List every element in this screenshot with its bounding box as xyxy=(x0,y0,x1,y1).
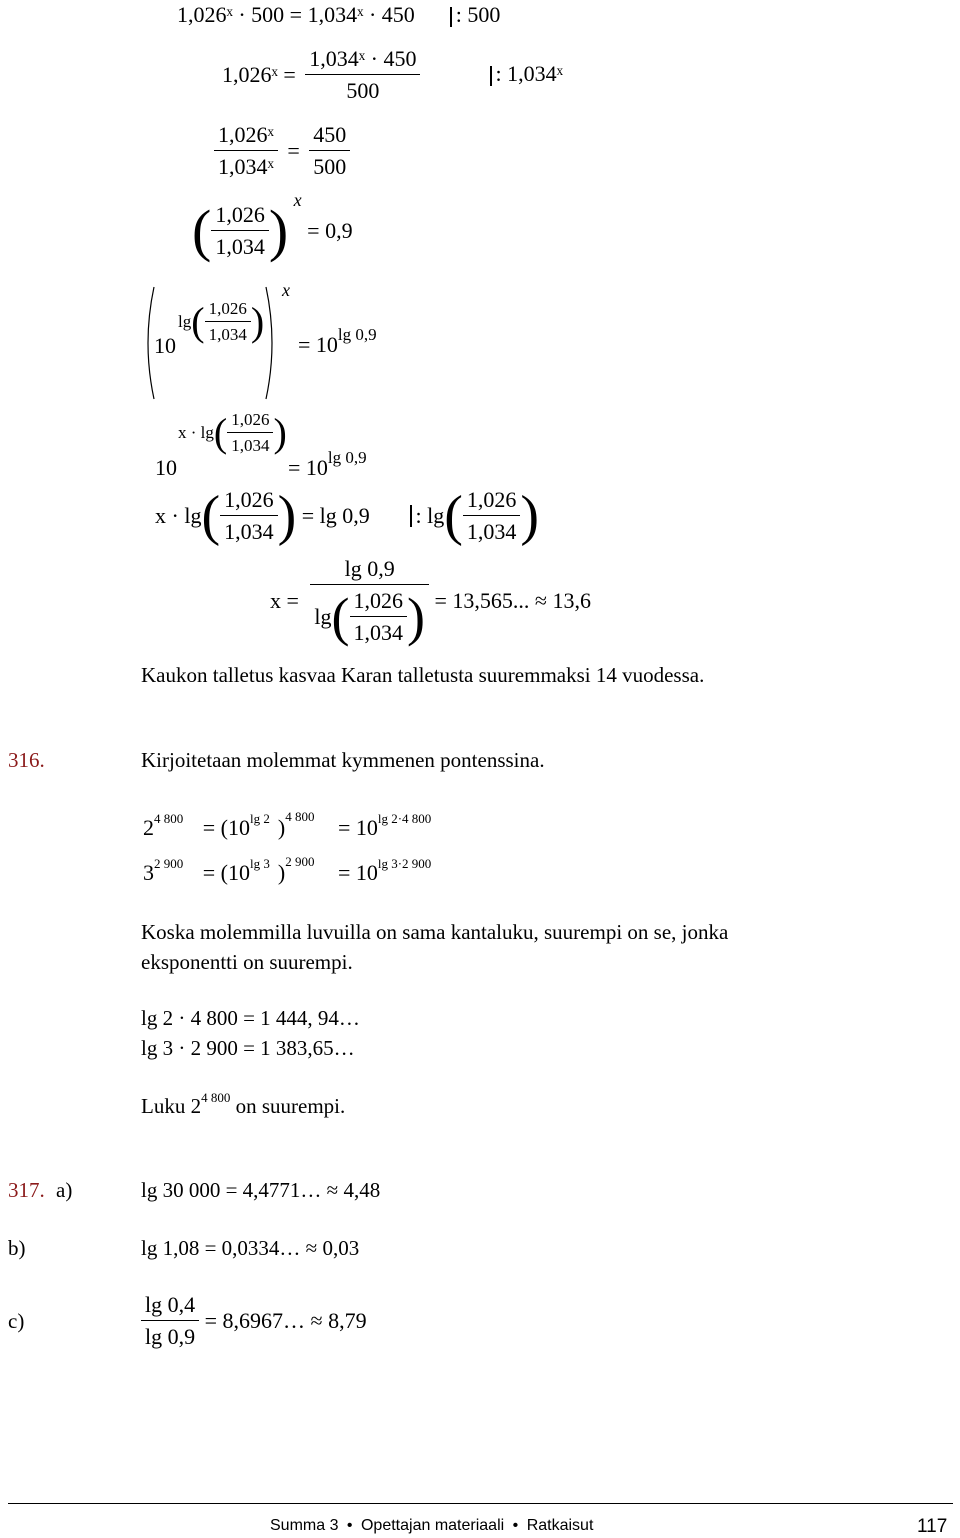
equation-lhs: x = xyxy=(270,588,299,613)
footer-rule xyxy=(8,1503,953,1504)
explanation-line-1: Koska molemmilla luvuilla on sama kantaluku, suurempi on se, jonka xyxy=(141,920,729,944)
equation-text: 1,026ˣ · 500 = 1,034ˣ · 450 xyxy=(177,2,415,27)
fraction-numerator: lg 0,4 xyxy=(141,1292,199,1321)
fraction xyxy=(205,299,251,345)
bullet-separator: • xyxy=(346,1517,353,1534)
lg-label: x · lg xyxy=(178,423,214,442)
equation-line-8 xyxy=(270,556,591,646)
division-note xyxy=(410,487,539,545)
equation-rhs: = 13,565... ≈ 13,6 xyxy=(434,588,591,613)
footer-series: Summa 3 xyxy=(270,1517,339,1534)
equation-line-7 xyxy=(155,487,370,545)
exponent: 4 800 xyxy=(201,1090,231,1105)
exponent: lg 0,9 xyxy=(337,325,377,344)
fraction-numerator: 1,026 xyxy=(205,299,251,322)
equation-line-3 xyxy=(214,122,350,180)
power-form: = (10 xyxy=(202,860,250,885)
equation-rhs: = lg 0,9 xyxy=(301,503,370,528)
part-c-equation xyxy=(141,1292,367,1350)
conclusion-suffix: on suurempi. xyxy=(230,1094,346,1118)
equation-rhs: = 8,6967… ≈ 8,79 xyxy=(204,1308,367,1333)
equation-rhs: = 10 xyxy=(288,455,328,480)
right-paren: ) xyxy=(268,198,289,263)
fraction-denominator: 1,034 xyxy=(231,436,270,455)
part-a-label: a) xyxy=(56,1178,73,1202)
equation-rhs: = 10 xyxy=(298,332,338,357)
exponent: 2 900 xyxy=(154,856,184,871)
power-equation-2 xyxy=(143,854,432,886)
right-paren: ) xyxy=(250,299,265,344)
equation-lhs: 1,026ˣ = xyxy=(222,62,296,87)
equation-line-6-rhs xyxy=(288,448,367,481)
calculation-line-2: lg 3 · 2 900 = 1 383,65… xyxy=(141,1036,355,1060)
left-paren: ( xyxy=(191,299,205,344)
left-paren: ( xyxy=(331,587,350,647)
base-ten: 10 xyxy=(154,333,176,358)
divider-bar xyxy=(490,66,492,86)
footer-material: Opettajan materiaali xyxy=(360,1517,505,1534)
exponent: lg 3·2 900 xyxy=(377,856,432,871)
fraction xyxy=(305,46,420,104)
fraction xyxy=(141,1292,199,1350)
base: 3 xyxy=(143,860,154,885)
division-text: : 500 xyxy=(455,2,501,27)
power-equation-1 xyxy=(143,809,432,841)
calculation-line-1: lg 2 · 4 800 = 1 444, 94… xyxy=(141,1006,360,1030)
equation-rhs: = 10 xyxy=(337,815,378,840)
lg-label: : lg xyxy=(415,503,445,528)
fraction xyxy=(463,487,521,545)
lg-expression xyxy=(178,410,287,456)
fraction-numerator: 1,026 xyxy=(463,487,521,516)
exponent: 4 800 xyxy=(285,809,315,824)
left-paren: ( xyxy=(201,485,221,547)
part-c-label: c) xyxy=(8,1309,25,1333)
page-number: 117 xyxy=(917,1516,948,1537)
right-paren: ) xyxy=(407,587,426,647)
lg-label: lg xyxy=(314,604,332,629)
right-paren: ) xyxy=(520,485,540,547)
lg-label: lg xyxy=(178,312,192,331)
equation-line-2 xyxy=(222,46,420,104)
lg-label: x · lg xyxy=(155,503,202,528)
part-a-text: lg 30 000 = 4,4771… ≈ 4,48 xyxy=(141,1178,381,1202)
left-paren: ( xyxy=(444,485,463,547)
fraction-numerator: 1,026 xyxy=(211,202,269,231)
exponent: lg 3 xyxy=(249,856,270,871)
part-b-label: b) xyxy=(8,1236,26,1260)
lg-expression xyxy=(178,299,264,345)
division-note xyxy=(490,61,563,87)
fraction-rhs xyxy=(309,122,350,180)
bullet-separator: • xyxy=(512,1517,519,1534)
equation-line-1 xyxy=(177,2,500,28)
divider-bar xyxy=(410,505,412,527)
conclusion xyxy=(141,1090,346,1119)
left-paren: ( xyxy=(213,410,228,455)
division-note xyxy=(450,2,500,27)
fraction-numerator: 1,034ˣ · 450 xyxy=(305,46,420,75)
fraction-lhs xyxy=(214,122,278,180)
exponent: lg 2·4 800 xyxy=(377,811,432,826)
fraction xyxy=(220,487,278,545)
equation-rhs: = 10 xyxy=(337,860,378,885)
inner-fraction xyxy=(350,588,408,646)
power-form: = (10 xyxy=(202,815,250,840)
left-paren: ( xyxy=(192,198,212,263)
fraction xyxy=(310,556,429,646)
fraction-numerator: 1,026ˣ xyxy=(214,122,278,151)
exponent: x xyxy=(293,190,302,211)
problem-number-316: 316. xyxy=(8,748,45,772)
fraction-denominator: 1,034ˣ xyxy=(218,154,274,179)
part-b-text: lg 1,08 = 0,0334… ≈ 0,03 xyxy=(141,1236,360,1260)
fraction-denominator: 1,034 xyxy=(353,620,404,645)
fraction-denominator: lg 0,9 xyxy=(145,1324,196,1349)
exponent: 2 900 xyxy=(285,854,315,869)
problem-number-317: 317. xyxy=(8,1178,45,1202)
footer-section: Ratkaisut xyxy=(526,1517,594,1534)
right-paren: ) xyxy=(273,410,287,455)
equation-line-4 xyxy=(192,190,353,263)
fraction-numerator: 1,026 xyxy=(227,410,273,433)
exponent: lg 0,9 xyxy=(327,448,367,467)
equation-line-5-lhs xyxy=(140,283,280,403)
fraction xyxy=(227,410,273,456)
right-paren: ) xyxy=(277,860,286,885)
fraction-numerator: 450 xyxy=(309,122,350,151)
equals-sign: = xyxy=(287,138,300,163)
fraction-numerator: 1,026 xyxy=(350,588,408,617)
exponent: 4 800 xyxy=(154,811,184,826)
footer-text xyxy=(270,1517,593,1535)
fraction-denominator: 500 xyxy=(313,154,347,179)
fraction-denominator xyxy=(310,585,429,646)
base-ten: 10 xyxy=(155,455,177,480)
answer-text: Kaukon talletus kasvaa Karan talletusta suuremmaksi 14 vuodessa. xyxy=(141,663,705,687)
fraction-denominator: 1,034 xyxy=(466,519,517,544)
problem-316-text: Kirjoitetaan molemmat kymmenen pontenssina. xyxy=(141,748,545,772)
base: 2 xyxy=(143,815,154,840)
equation-rhs: = 0,9 xyxy=(307,218,353,243)
fraction-denominator: 500 xyxy=(346,78,380,103)
divider-bar xyxy=(450,7,452,27)
right-paren: ) xyxy=(277,815,286,840)
fraction-numerator: lg 0,9 xyxy=(310,556,429,585)
exponent: x xyxy=(282,280,290,300)
division-text: : 1,034ˣ xyxy=(495,61,563,86)
conclusion-prefix: Luku 2 xyxy=(141,1094,202,1118)
fraction-numerator: 1,026 xyxy=(220,487,278,516)
fraction xyxy=(211,202,269,260)
fraction-denominator: 1,034 xyxy=(215,234,265,259)
explanation-line-2: eksponentti on suurempi. xyxy=(141,950,353,974)
fraction-denominator: 1,034 xyxy=(208,325,247,344)
equation-line-5-rhs xyxy=(298,325,377,358)
fraction-denominator: 1,034 xyxy=(224,519,274,544)
exponent: lg 2 xyxy=(249,811,270,826)
right-paren: ) xyxy=(277,485,297,547)
